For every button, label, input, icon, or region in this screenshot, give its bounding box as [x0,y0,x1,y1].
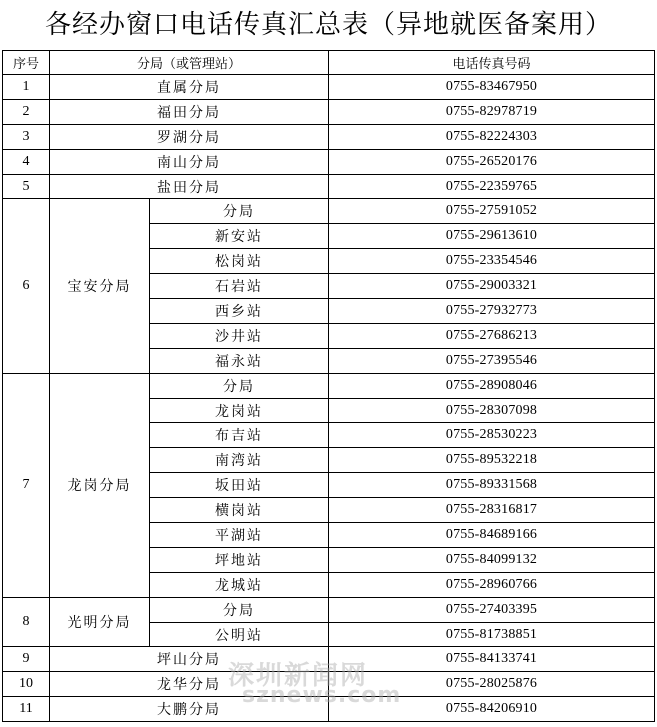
row-bureau: 福田分局 [50,99,329,124]
table-row [3,697,655,722]
station-name: 龙岗站 [150,398,329,423]
station-name: 新安站 [150,224,329,249]
header-phone: 电话传真号码 [329,51,655,75]
row-bureau: 罗湖分局 [50,124,329,149]
row-index: 3 [3,124,50,149]
station-phone: 0755-29003321 [329,274,655,299]
station-phone: 0755-27395546 [329,348,655,373]
group-bureau: 光明分局 [50,597,150,647]
station-name: 布吉站 [150,423,329,448]
station-phone: 0755-84689166 [329,523,655,548]
station-name: 南湾站 [150,448,329,473]
fax-number-table [2,50,655,722]
table-row [3,124,655,149]
row-phone: 0755-84133741 [329,647,655,672]
row-phone: 0755-82978719 [329,99,655,124]
station-phone: 0755-81738851 [329,622,655,647]
station-phone: 0755-28960766 [329,572,655,597]
station-phone: 0755-28908046 [329,373,655,398]
table-row [3,373,655,398]
row-bureau: 盐田分局 [50,174,329,199]
row-index: 4 [3,149,50,174]
row-phone: 0755-26520176 [329,149,655,174]
station-phone: 0755-27686213 [329,323,655,348]
group-index: 7 [3,373,50,597]
row-index: 9 [3,647,50,672]
station-name: 西乡站 [150,299,329,324]
row-phone: 0755-83467950 [329,75,655,100]
row-index: 10 [3,672,50,697]
row-phone: 0755-84206910 [329,697,655,722]
station-phone: 0755-28307098 [329,398,655,423]
table-row [3,99,655,124]
row-bureau: 直属分局 [50,75,329,100]
station-name: 沙井站 [150,323,329,348]
station-phone: 0755-29613610 [329,224,655,249]
station-name: 龙城站 [150,572,329,597]
group-index: 6 [3,199,50,373]
station-phone: 0755-27591052 [329,199,655,224]
group-index: 8 [3,597,50,647]
table-row [3,199,655,224]
station-phone: 0755-28316817 [329,498,655,523]
watermark-cn-text: 深圳新闻网 [228,661,369,691]
row-phone: 0755-28025876 [329,672,655,697]
page-title: 各经办窗口电话传真汇总表（异地就医备案用） [44,10,612,40]
group-bureau: 龙岗分局 [50,373,150,597]
row-phone: 0755-82224303 [329,124,655,149]
station-name: 坂田站 [150,473,329,498]
table-row [3,597,655,622]
header-bureau: 分局（或管理站） [50,51,329,75]
station-phone: 0755-89331568 [329,473,655,498]
station-phone: 0755-27932773 [329,299,655,324]
station-name: 平湖站 [150,523,329,548]
row-index: 2 [3,99,50,124]
watermark-en-text: sznews.com [242,683,402,708]
table-header-row [3,51,655,75]
station-name: 分局 [150,597,329,622]
station-phone: 0755-27403395 [329,597,655,622]
station-phone: 0755-89532218 [329,448,655,473]
station-name: 石岩站 [150,274,329,299]
row-bureau: 南山分局 [50,149,329,174]
station-name: 分局 [150,199,329,224]
row-phone: 0755-22359765 [329,174,655,199]
table-row [3,672,655,697]
station-phone: 0755-84099132 [329,547,655,572]
station-phone: 0755-28530223 [329,423,655,448]
table-row [3,174,655,199]
station-name: 松岗站 [150,249,329,274]
station-name: 坪地站 [150,547,329,572]
row-index: 5 [3,174,50,199]
header-index: 序号 [3,51,50,75]
table-row [3,75,655,100]
station-name: 福永站 [150,348,329,373]
row-bureau: 大鹏分局 [50,697,329,722]
row-bureau: 龙华分局 [50,672,329,697]
station-phone: 0755-23354546 [329,249,655,274]
row-index: 11 [3,697,50,722]
station-name: 公明站 [150,622,329,647]
row-bureau: 坪山分局 [50,647,329,672]
row-index: 1 [3,75,50,100]
group-bureau: 宝安分局 [50,199,150,373]
table-row [3,647,655,672]
station-name: 分局 [150,373,329,398]
table-row [3,149,655,174]
station-name: 横岗站 [150,498,329,523]
